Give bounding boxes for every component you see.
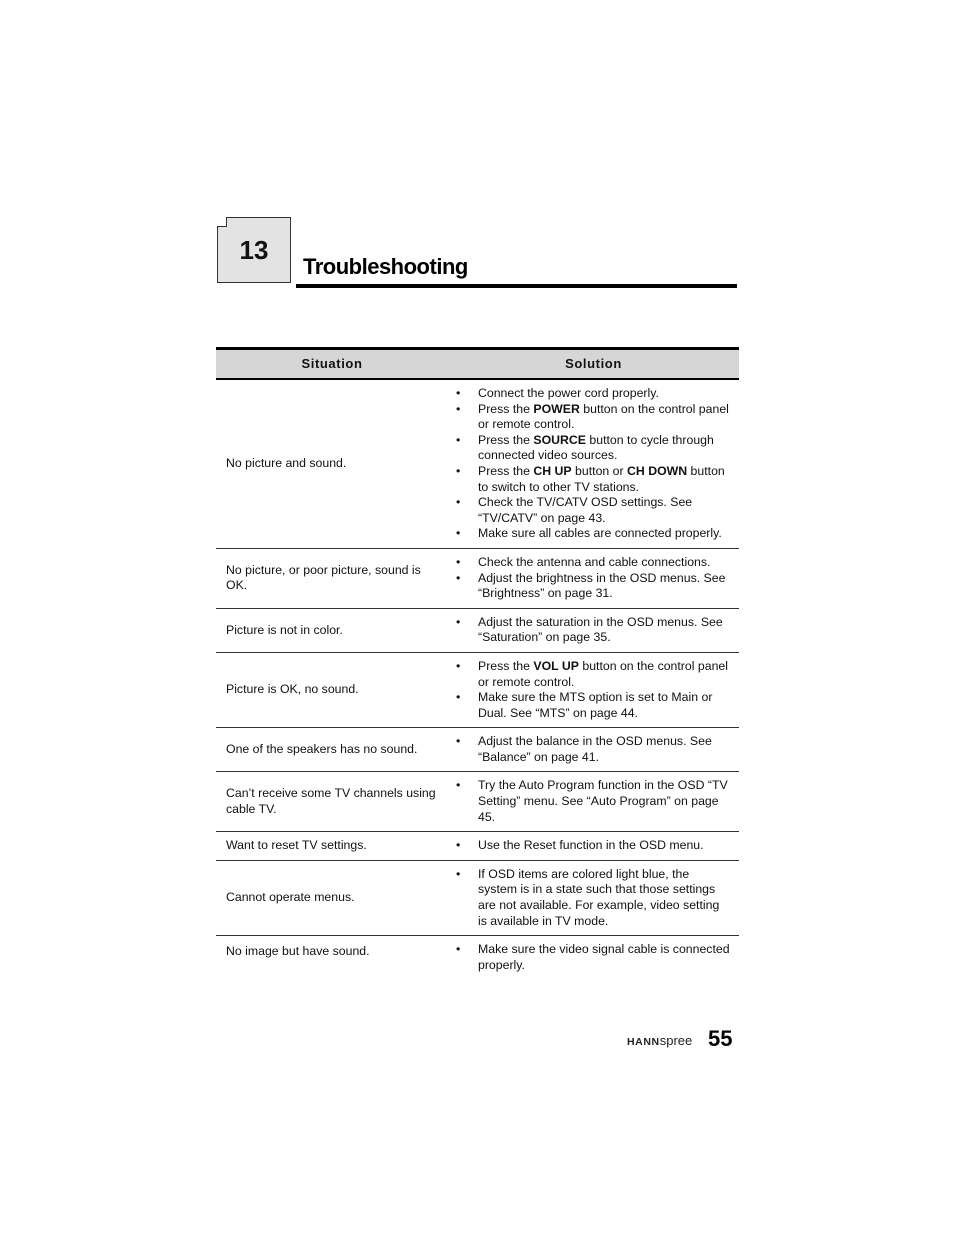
table-row	[216, 548, 739, 608]
solution-item	[448, 495, 731, 526]
solution-text: button to switch to other TV stations.	[478, 463, 725, 494]
solution-text: Adjust the balance in the OSD menus. See “Balance” on page 41.	[478, 734, 712, 764]
solution-text: Press the	[478, 463, 534, 478]
situation-cell: Picture is OK, no sound.	[216, 652, 448, 727]
solution-item	[448, 659, 731, 690]
solution-cell	[448, 728, 739, 772]
situation-cell: Picture is not in color.	[216, 608, 448, 652]
solution-text: Adjust the saturation in the OSD menus. See “Saturation” on page 35.	[478, 614, 723, 645]
solution-text: Press the	[478, 658, 534, 673]
table-row	[216, 379, 739, 548]
solution-list	[448, 386, 731, 542]
table-row	[216, 832, 739, 861]
situation-cell: One of the speakers has no sound.	[216, 728, 448, 772]
solution-item	[448, 402, 731, 433]
solution-item	[448, 867, 731, 929]
table-row	[216, 860, 739, 935]
page-number: 55	[708, 1026, 733, 1051]
solution-text: Use the Reset function in the OSD menu.	[478, 838, 704, 853]
table-body	[216, 379, 739, 979]
solution-text: button to cycle through connected video sources.	[478, 432, 714, 463]
solution-item	[448, 433, 731, 464]
solution-text: button on the control panel or remote control.	[478, 658, 728, 689]
situation-cell: No image but have sound.	[226, 944, 370, 959]
situation-header: Situation	[216, 349, 448, 380]
chapter-title: Troubleshooting	[303, 254, 468, 279]
solution-text: Try the Auto Program function in the OSD “TV Setting” menu. See “Auto Program” on page 45.	[478, 778, 728, 824]
solution-list	[448, 555, 731, 602]
situation-cell: Want to reset TV settings.	[216, 832, 448, 861]
table-row	[216, 652, 739, 727]
solution-cell	[448, 652, 739, 727]
brand-bold: HANN	[627, 1036, 660, 1048]
troubleshooting-table	[216, 347, 739, 979]
solution-header: Solution	[448, 349, 739, 380]
button-name: SOURCE	[533, 432, 586, 447]
solution-text: Press the	[478, 432, 534, 447]
table-header-row	[216, 349, 739, 380]
solution-cell	[448, 608, 739, 652]
brand-light: spree	[659, 1033, 693, 1048]
solution-cell	[448, 548, 739, 608]
solution-list	[448, 734, 731, 765]
solution-cell	[448, 860, 739, 935]
table-row	[216, 608, 739, 652]
solution-item	[448, 386, 731, 402]
situation-cell: No picture and sound.	[216, 379, 448, 548]
solution-cell	[448, 832, 739, 861]
solution-item	[448, 571, 731, 602]
solution-text: Check the TV/CATV OSD settings. See “TV/CATV” on page 43.	[478, 495, 693, 525]
solution-item	[448, 778, 731, 825]
solution-list	[448, 867, 731, 929]
solution-item	[448, 615, 731, 646]
brand-logo	[627, 1033, 692, 1048]
title-rule	[296, 284, 737, 288]
solution-text: Adjust the brightness in the OSD menus. See “Brightness” on page 31.	[478, 570, 726, 601]
solution-cell	[448, 379, 739, 548]
solution-item	[448, 526, 731, 542]
solution-item	[448, 464, 731, 495]
solution-item	[448, 942, 731, 973]
solution-list	[448, 659, 731, 721]
button-name: POWER	[533, 401, 580, 416]
solution-list	[448, 942, 731, 973]
chapter-number-box	[217, 217, 291, 283]
solution-text: Press the	[478, 401, 534, 416]
button-name: CH UP	[533, 463, 572, 478]
button-name: VOL UP	[533, 658, 579, 673]
table-row	[216, 728, 739, 772]
solution-cell	[448, 936, 739, 980]
solution-text: Connect the power cord properly.	[478, 386, 659, 400]
solution-item	[448, 838, 731, 854]
solution-text: Make sure the video signal cable is connected properly.	[478, 942, 730, 972]
solution-list	[448, 615, 731, 646]
situation-cell: Can’t receive some TV channels using cable TV.	[216, 772, 448, 832]
solution-item	[448, 690, 731, 721]
situation-cell: No picture, or poor picture, sound is OK.	[216, 548, 448, 608]
table-row	[216, 936, 739, 980]
solution-list	[448, 838, 731, 854]
chapter-number: 13	[239, 235, 269, 265]
solution-cell	[448, 772, 739, 832]
solution-item	[448, 734, 731, 765]
solution-list	[448, 778, 731, 825]
situation-cell: Cannot operate menus.	[216, 860, 448, 935]
solution-text: button on the control panel or remote control.	[478, 401, 729, 432]
solution-text: Make sure the MTS option is set to Main or Dual. See “MTS” on page 44.	[478, 690, 713, 720]
solution-text: Check the antenna and cable connections.	[478, 554, 711, 569]
button-name: CH DOWN	[627, 463, 688, 478]
solution-text: button or	[571, 463, 628, 478]
solution-text: Make sure all cables are connected properly.	[478, 526, 722, 541]
solution-item	[448, 555, 731, 571]
solution-text: If OSD items are colored light blue, the system is in a state such that those settings are not available. For example, video setting is available in TV mode.	[478, 866, 720, 928]
table-row	[216, 772, 739, 832]
